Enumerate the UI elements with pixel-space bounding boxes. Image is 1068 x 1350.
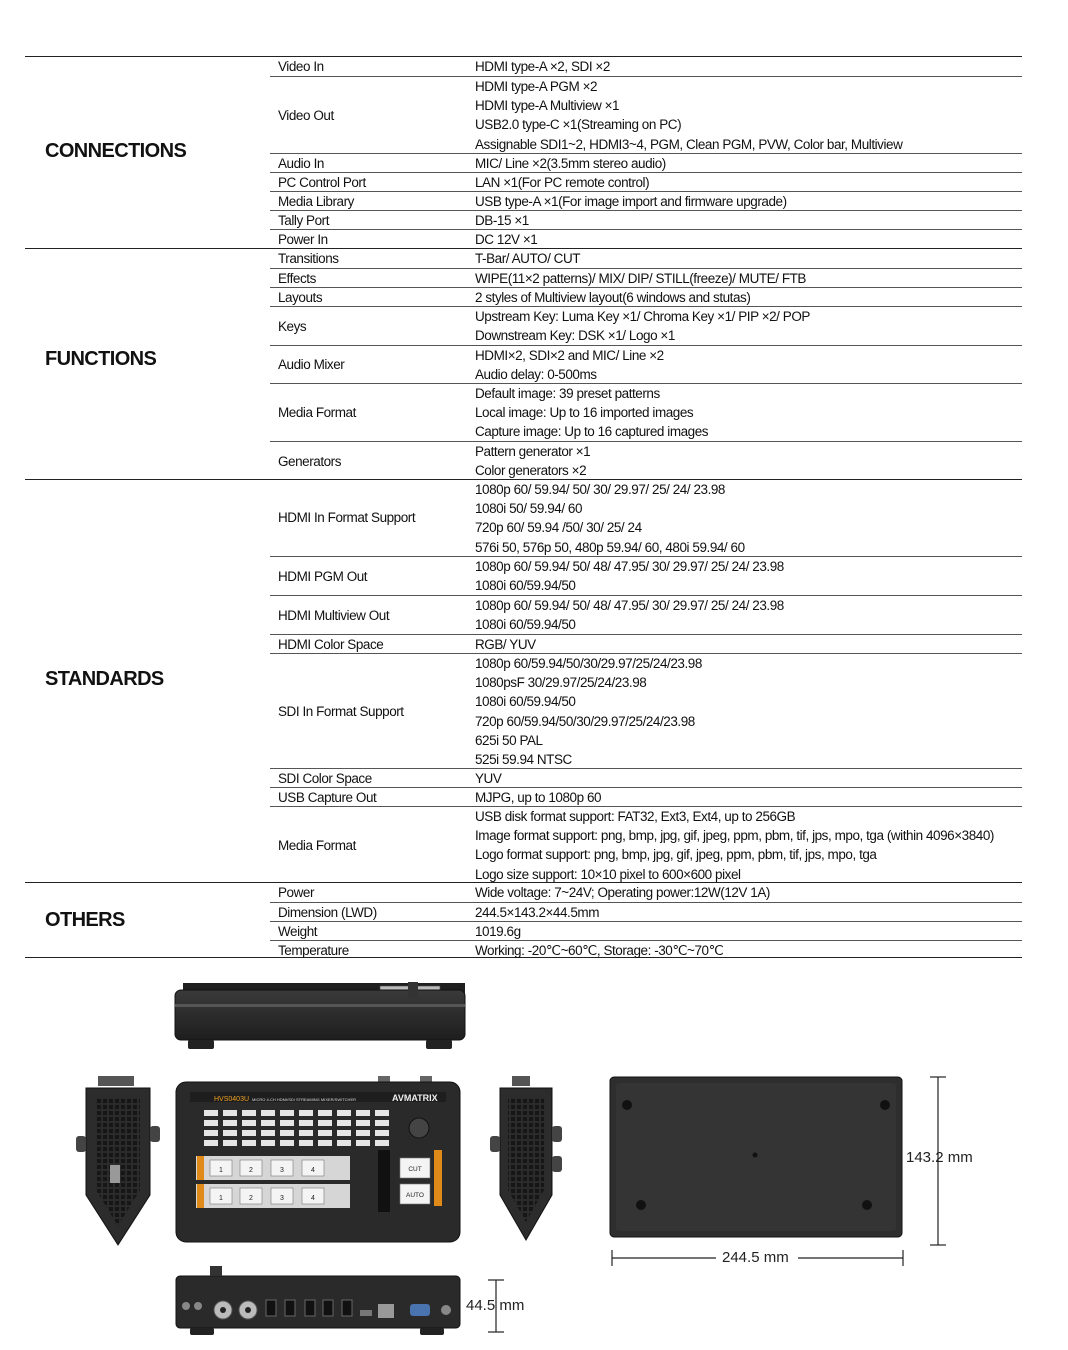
panel-key[interactable]	[337, 1130, 351, 1136]
depth-dimension-label: 44.5 mm	[466, 1297, 525, 1314]
spec-row	[270, 153, 1022, 172]
spec-row	[270, 306, 1022, 345]
product-figures	[0, 960, 1068, 1350]
spec-label: Generators	[278, 453, 342, 469]
spec-label: Audio In	[278, 156, 324, 171]
spec-row	[270, 653, 1022, 768]
spec-label: HDMI Multiview Out	[278, 607, 390, 623]
spec-label: Power In	[278, 232, 328, 248]
spec-label: USB Capture Out	[278, 790, 377, 805]
spec-values	[475, 269, 806, 288]
spec-value: 1080i 60/59.94/50	[475, 694, 576, 710]
spec-value: T-Bar/ AUTO/ CUT	[475, 251, 581, 266]
panel-key[interactable]	[356, 1110, 370, 1116]
panel-key[interactable]	[356, 1120, 370, 1126]
spec-values	[475, 77, 902, 154]
spec-label: SDI Color Space	[278, 771, 372, 786]
spec-values	[475, 903, 599, 922]
panel-key[interactable]	[223, 1130, 237, 1136]
section-standards	[25, 479, 1022, 882]
spec-label: Weight	[278, 924, 318, 939]
spec-values	[475, 769, 501, 788]
spec-value: Downstream Key: DSK ×1/ Logo ×1	[475, 328, 675, 344]
spec-value: Audio delay: 0-500ms	[475, 367, 597, 383]
panel-key[interactable]	[280, 1120, 294, 1126]
spec-value: HDMI×2, SDI×2 and MIC/ Line ×2	[475, 348, 664, 363]
spec-value: DB-15 ×1	[475, 213, 529, 228]
spec-value: HDMI type-A ×2, SDI ×2	[475, 59, 610, 74]
panel-key[interactable]	[242, 1130, 256, 1136]
spec-row	[270, 634, 1022, 653]
panel-key[interactable]	[261, 1140, 275, 1146]
spec-value: Local image: Up to 16 imported images	[475, 405, 694, 421]
spec-values	[475, 249, 580, 268]
spec-label: Effects	[278, 271, 316, 286]
spec-value: 1080i 60/59.94/50	[475, 617, 576, 633]
spec-row	[270, 383, 1022, 441]
section-title: FUNCTIONS	[45, 348, 157, 370]
spec-label: PC Control Port	[278, 175, 366, 190]
panel-key[interactable]	[223, 1120, 237, 1126]
panel-key[interactable]	[318, 1130, 332, 1136]
spec-label: Video In	[278, 59, 324, 74]
panel-key[interactable]	[261, 1110, 275, 1116]
spec-value: 1080p 60/ 59.94/ 50/ 48/ 47.95/ 30/ 29.97/ 25/ 24/ 23.98	[475, 598, 784, 613]
spec-value: Color generators ×2	[475, 463, 587, 479]
device-subtitle-text: MICRO 4-CH HDMI/SDI STREAMING MIXER/SWITCHER	[252, 1097, 357, 1102]
spec-values	[475, 807, 994, 884]
device-front-view	[175, 982, 465, 1049]
pvw-button-4-label: 4	[311, 1195, 315, 1202]
spec-value: USB2.0 type-C ×1(Streaming on PC)	[475, 117, 682, 133]
spec-value: Working: -20℃~60℃, Storage: -30℃~70℃	[475, 943, 724, 958]
device-top-view	[176, 1076, 460, 1242]
spec-row	[270, 940, 1022, 959]
spec-label: Transitions	[278, 251, 339, 266]
spec-label: HDMI Color Space	[278, 637, 384, 652]
spec-row	[270, 268, 1022, 287]
spec-value: Capture image: Up to 16 captured images	[475, 424, 709, 440]
spec-value: LAN ×1(For PC remote control)	[475, 175, 650, 190]
spec-value: DC 12V ×1	[475, 232, 538, 247]
spec-values	[475, 307, 810, 345]
spec-values	[475, 480, 745, 557]
panel-key[interactable]	[318, 1120, 332, 1126]
pgm-button-4-label: 4	[311, 1167, 315, 1174]
spec-value: USB type-A ×1(For image import and firmware upgrade)	[475, 194, 787, 209]
panel-key[interactable]	[299, 1110, 313, 1116]
device-brand-text: AVMATRIX	[392, 1093, 438, 1103]
spec-value: 1080p 60/ 59.94/ 50/ 30/ 29.97/ 25/ 24/ 23.98	[475, 482, 725, 497]
spec-row	[270, 172, 1022, 191]
panel-key[interactable]	[375, 1110, 389, 1116]
device-model-text: HVS0403U	[214, 1096, 250, 1103]
panel-key[interactable]	[261, 1120, 275, 1126]
panel-key[interactable]	[299, 1140, 313, 1146]
panel-key[interactable]	[356, 1130, 370, 1136]
spec-value: 1080i 50/ 59.94/ 60	[475, 501, 583, 517]
pvw-button-2-label: 2	[249, 1195, 253, 1202]
section-connections	[25, 56, 1022, 248]
spec-value: Logo size support: 10×10 pixel to 600×600 pixel	[475, 866, 741, 882]
section-title: STANDARDS	[45, 668, 164, 690]
spec-value: WIPE(11×2 patterns)/ MIX/ DIP/ STILL(freeze)/ MUTE/ FTB	[475, 271, 806, 286]
spec-values	[475, 557, 784, 595]
spec-row	[270, 249, 1022, 268]
panel-key[interactable]	[299, 1130, 313, 1136]
spec-row	[270, 441, 1022, 480]
device-left-side-view	[76, 1076, 160, 1245]
panel-key[interactable]	[280, 1110, 294, 1116]
spec-row	[270, 345, 1022, 383]
pvw-button-3-label: 3	[280, 1195, 284, 1202]
panel-key[interactable]	[299, 1120, 313, 1126]
spec-label: Temperature	[278, 943, 349, 958]
spec-value: Assignable SDI1~2, HDMI3~4, PGM, Clean PGM, PVW, Color bar, Multiview	[475, 136, 903, 152]
spec-row	[270, 287, 1022, 306]
spec-label: SDI In Format Support	[278, 703, 404, 719]
width-dimension-label: 244.5 mm	[722, 1249, 789, 1266]
cut-button-label: CUT	[408, 1166, 422, 1173]
panel-key[interactable]	[204, 1140, 218, 1146]
spec-label: HDMI In Format Support	[278, 510, 416, 526]
spec-value: 2 styles of Multiview layout(6 windows and stutas)	[475, 290, 751, 305]
spec-values	[475, 346, 664, 384]
spec-value: Image format support: png, bmp, jpg, gif, jpeg, ppm, pbm, tif, jps, mpo, tga (within 4096×3840)	[475, 828, 994, 844]
panel-key[interactable]	[337, 1140, 351, 1146]
spec-value: 1080p 60/59.94/50/30/29.97/25/24/23.98	[475, 656, 702, 671]
spec-values	[475, 154, 666, 173]
height-dimension-label: 143.2 mm	[906, 1149, 973, 1166]
spec-values	[475, 230, 537, 249]
spec-value: MIC/ Line ×2(3.5mm stereo audio)	[475, 156, 666, 171]
spec-row	[270, 480, 1022, 556]
spec-value: Pattern generator ×1	[475, 444, 591, 459]
panel-key[interactable]	[318, 1140, 332, 1146]
spec-values	[475, 596, 784, 634]
panel-key[interactable]	[261, 1130, 275, 1136]
panel-key[interactable]	[318, 1110, 332, 1116]
panel-key[interactable]	[223, 1110, 237, 1116]
panel-key[interactable]	[242, 1120, 256, 1126]
spec-values	[475, 57, 610, 76]
spec-row	[270, 556, 1022, 595]
spec-values	[475, 788, 601, 807]
spec-row	[270, 210, 1022, 229]
panel-key[interactable]	[375, 1140, 389, 1146]
spec-value: Logo format support: png, bmp, jpg, gif, jpeg, ppm, pbm, tif, jps, mpo, tga	[475, 847, 877, 863]
spec-label: Audio Mixer	[278, 357, 345, 373]
spec-value: 244.5×143.2×44.5mm	[475, 905, 599, 920]
panel-key[interactable]	[337, 1110, 351, 1116]
section-title: CONNECTIONS	[45, 140, 187, 162]
spec-value: Default image: 39 preset patterns	[475, 386, 660, 401]
auto-button-label: AUTO	[406, 1192, 424, 1199]
pvw-button-1-label: 1	[219, 1195, 223, 1202]
spec-value: 1080p 60/ 59.94/ 50/ 48/ 47.95/ 30/ 29.97/ 25/ 24/ 23.98	[475, 559, 784, 574]
spec-label: Power	[278, 885, 315, 900]
spec-values	[475, 384, 708, 442]
section-title: OTHERS	[45, 909, 125, 931]
panel-key[interactable]	[223, 1140, 237, 1146]
spec-values	[475, 941, 723, 960]
spec-row	[270, 921, 1022, 940]
panel-key[interactable]	[242, 1110, 256, 1116]
spec-row	[270, 595, 1022, 634]
spec-value: 576i 50, 576p 50, 480p 59.94/ 60, 480i 59.94/ 60	[475, 539, 745, 555]
spec-values	[475, 635, 536, 654]
panel-key[interactable]	[242, 1140, 256, 1146]
spec-label: Media Format	[278, 405, 356, 421]
spec-value: 1080i 60/59.94/50	[475, 578, 576, 594]
spec-label: Video Out	[278, 107, 334, 123]
spec-row	[270, 902, 1022, 921]
pgm-button-1-label: 1	[219, 1167, 223, 1174]
spec-row	[270, 57, 1022, 76]
spec-row	[270, 191, 1022, 210]
spec-value: 525i 59.94 NTSC	[475, 752, 572, 768]
device-right-side-view	[490, 1076, 562, 1240]
spec-value: MJPG, up to 1080p 60	[475, 790, 602, 805]
spec-value: 1080psF 30/29.97/25/24/23.98	[475, 675, 647, 691]
section-functions	[25, 248, 1022, 479]
panel-key[interactable]	[280, 1130, 294, 1136]
spec-values	[475, 922, 521, 941]
panel-key[interactable]	[280, 1140, 294, 1146]
spec-values	[475, 654, 702, 769]
spec-row	[270, 883, 1022, 902]
spec-values	[475, 288, 750, 307]
spec-value: Wide voltage: 7~24V; Operating power:12W(12V 1A)	[475, 885, 770, 900]
pgm-button-3-label: 3	[280, 1167, 284, 1174]
spec-row	[270, 768, 1022, 787]
spec-value: YUV	[475, 771, 502, 786]
panel-key[interactable]	[204, 1130, 218, 1136]
tbar-slot[interactable]	[378, 1150, 390, 1212]
section-others	[25, 882, 1022, 958]
spec-value: 625i 50 PAL	[475, 732, 543, 748]
spec-values	[475, 211, 529, 230]
spec-row	[270, 76, 1022, 153]
spec-label: Media Format	[278, 837, 356, 853]
spec-value: USB disk format support: FAT32, Ext3, Ext4, up to 256GB	[475, 809, 796, 824]
spec-value: Upstream Key: Luma Key ×1/ Chroma Key ×1/ PIP ×2/ POP	[475, 309, 810, 324]
spec-label: Dimension (LWD)	[278, 905, 377, 920]
spec-value: HDMI type-A Multiview ×1	[475, 98, 620, 114]
spec-values	[475, 173, 649, 192]
spec-label: Media Library	[278, 194, 354, 209]
panel-key[interactable]	[356, 1140, 370, 1146]
device-bottom-view	[610, 1077, 946, 1266]
spec-row	[270, 806, 1022, 883]
spec-row	[270, 787, 1022, 806]
spec-row	[270, 229, 1022, 249]
spec-label: Tally Port	[278, 213, 330, 228]
device-rear-view	[176, 1266, 504, 1335]
panel-key[interactable]	[375, 1120, 389, 1126]
panel-key[interactable]	[375, 1130, 389, 1136]
spec-values	[475, 883, 770, 902]
spec-value: 720p 60/ 59.94 /50/ 30/ 25/ 24	[475, 520, 642, 536]
spec-value: 720p 60/59.94/50/30/29.97/25/24/23.98	[475, 713, 695, 729]
spec-values	[475, 192, 787, 211]
spec-values	[475, 442, 590, 480]
panel-key[interactable]	[204, 1120, 218, 1126]
spec-label: Layouts	[278, 290, 323, 305]
pgm-button-2-label: 2	[249, 1167, 253, 1174]
spec-value: HDMI type-A PGM ×2	[475, 79, 598, 94]
spec-value: RGB/ YUV	[475, 637, 536, 652]
spec-label: HDMI PGM Out	[278, 568, 368, 584]
panel-key[interactable]	[337, 1120, 351, 1126]
panel-key[interactable]	[204, 1110, 218, 1116]
spec-label: Keys	[278, 318, 307, 334]
spec-value: 1019.6g	[475, 924, 521, 939]
